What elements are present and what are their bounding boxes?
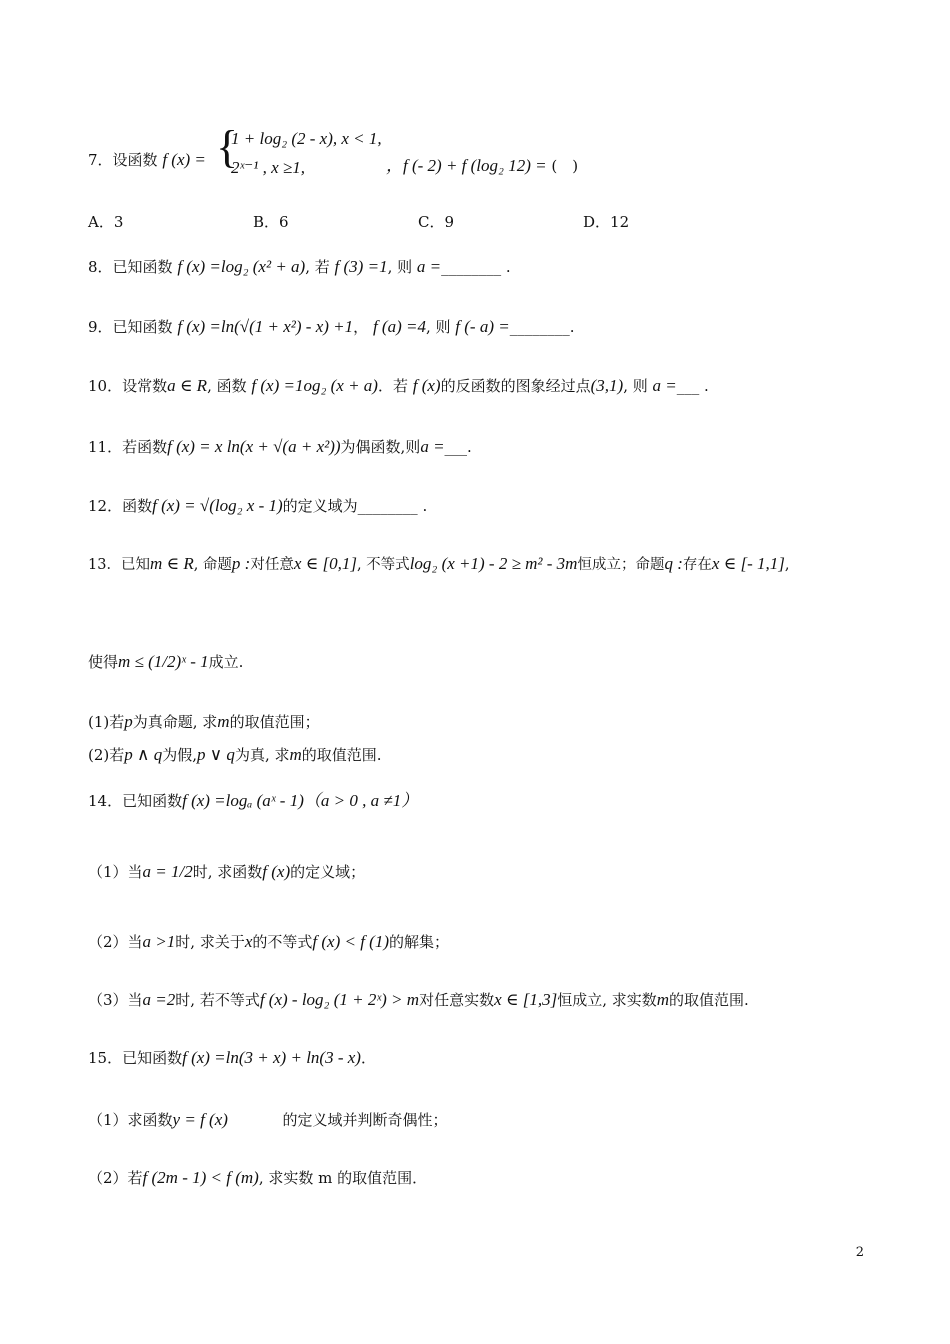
q13-dom1: x ∈ [0,1] <box>293 554 357 573</box>
q9-blank: ________. <box>509 318 575 336</box>
q10-line <box>88 375 709 397</box>
q14-s3-tail: 的取值范围. <box>669 991 749 1009</box>
q7-fx: f (x) = <box>162 150 206 169</box>
q13-dom2: x ∈ [- 1,1] <box>711 554 785 573</box>
q9-tail: , 则 <box>425 318 451 336</box>
q14-s2-mid2: 的不等式 <box>252 933 313 951</box>
q7-tail: ，f (- 2) + f (log₂ 12) = <box>386 156 547 175</box>
q13-t5: 存在 <box>682 557 712 573</box>
q15-sub2 <box>88 1167 427 1189</box>
q11-expr: f (x) = x ln(x + √(a + x²)) <box>167 437 341 456</box>
q15-s1-expr: y = f (x) <box>172 1110 228 1129</box>
q10-var: a = <box>652 376 677 395</box>
q13-t4: 恒成立；命题 <box>577 557 665 573</box>
page-number: 2 <box>855 1245 864 1260</box>
q10-expr: f (x) =1og₂ (x + a) <box>251 376 378 395</box>
q15-s1-tail: 的定义域并判断奇偶性； <box>282 1111 448 1129</box>
q15-lead: 15．已知函数 <box>88 1049 183 1067</box>
q13-ineq: log₂ (x +1) - 2 ≥ m² - 3m <box>409 554 578 573</box>
q14-s3-mid: 时, 若不等式 <box>175 991 260 1009</box>
q14-s1-cond: a = 1/2 <box>142 862 193 881</box>
q13-sub2-or: p ∨ q <box>196 745 235 764</box>
q8-lead: 8．已知函数 <box>88 258 173 276</box>
q14-expr: f (x) =logₐ (aˣ - 1) <box>182 791 304 810</box>
q12-blank: ________ . <box>357 497 428 515</box>
q9-cond: f (a) =4 <box>372 317 426 336</box>
q8-mid: , 若 <box>305 258 330 276</box>
q12-expr: f (x) = √(log₂ x - 1) <box>152 496 283 515</box>
q11-text: 为偶函数,则 <box>340 438 421 456</box>
q7-case2: 2ˣ⁻¹ , x ≥1, <box>231 158 305 177</box>
q13-sub1-m: m <box>217 712 230 731</box>
q15-sub1 <box>88 1109 448 1131</box>
q14-cond: （a > 0 , a ≠1） <box>303 791 419 810</box>
q13-sub1-p: p <box>124 712 133 731</box>
q14-s3-mid2: 对任意实数 <box>419 991 495 1009</box>
q13-cond: m ∈ R <box>149 554 194 573</box>
q10-point: (3,1) <box>590 376 624 395</box>
q7-tail-line <box>386 155 578 177</box>
q13-line2-tail: 成立. <box>208 653 244 671</box>
q13-line2-expr: m ≤ (1/2)ˣ - 1 <box>118 652 209 671</box>
q7-brace: { <box>216 121 239 172</box>
q10-lead: 10．设常数 <box>88 377 168 395</box>
q7-option-a: A．3 <box>88 213 124 231</box>
q14-sub2 <box>88 931 449 953</box>
q14-s2-mid: 时, 求关于 <box>175 933 245 951</box>
q13-t6: , <box>784 557 790 573</box>
q10-mid2: ．若 <box>377 377 408 395</box>
q13-q: q : <box>664 554 683 573</box>
q13-sub2-mid: 为假, <box>162 746 197 764</box>
q8-blank: ________ . <box>441 258 511 276</box>
q13-sub2-m: m <box>289 745 302 764</box>
q14-sub1 <box>88 861 365 883</box>
q14-s1-tail: 的定义域； <box>290 863 366 881</box>
q10-cond: a ∈ R <box>167 376 208 395</box>
q15-s1-lead: （1）求函数 <box>88 1111 173 1129</box>
q14-s1-fx: f (x) <box>262 862 291 881</box>
q15-s2-lead: （2）若 <box>88 1169 143 1187</box>
q14-s2-ineq: f (x) < f (1) <box>312 932 389 951</box>
q14-line <box>88 790 418 812</box>
q9-ask: f (- a) = <box>455 317 510 336</box>
q13-sub2 <box>88 744 382 766</box>
q13-sub2-and: p ∧ q <box>124 745 163 764</box>
q13-lead: 13．已知 <box>88 557 150 573</box>
q14-s2-cond: a >1 <box>142 932 176 951</box>
q13-p: p : <box>231 554 251 573</box>
q13-sub1-lead: (1)若 <box>88 713 125 731</box>
q12-lead: 12．函数 <box>88 497 153 515</box>
q14-s2-lead: （2）当 <box>88 933 143 951</box>
q10-mid: , 函数 <box>207 377 247 395</box>
q14-s3-dom: x ∈ [1,3] <box>494 990 558 1009</box>
q7-line <box>88 149 206 171</box>
q8-tail: , 则 <box>387 258 413 276</box>
q14-s1-mid: 时, 求函数 <box>192 863 263 881</box>
q14-sub3 <box>88 989 749 1011</box>
q15-tail: ． <box>360 1049 376 1067</box>
q8-var: a = <box>416 257 442 276</box>
q13-line1 <box>88 553 790 576</box>
q8-line <box>88 256 511 278</box>
q14-s2-tail: 的解集； <box>389 933 450 951</box>
q9-lead: 9．已知函数 <box>88 318 173 336</box>
q9-line <box>88 316 575 338</box>
q14-s1-lead: （1）当 <box>88 863 143 881</box>
q15-s2-tail: , 求实数 m 的取值范围． <box>258 1169 428 1187</box>
q9-mid: ， <box>353 318 369 336</box>
q13-line2 <box>88 651 243 673</box>
q12-text: 的定义域为 <box>282 497 358 515</box>
q13-line2-lead: 使得 <box>88 653 119 671</box>
q12-line <box>88 495 427 517</box>
q7-option-c: C．9 <box>418 213 455 231</box>
q7-paren: ( ) <box>551 157 579 175</box>
q13-sub1 <box>88 711 320 733</box>
q7-option-b: B．6 <box>253 213 289 231</box>
q11-blank: ___. <box>444 438 472 456</box>
q13-sub1-tail: 的取值范围； <box>229 713 320 731</box>
q10-text: 的反函数的图象经过点 <box>440 377 591 395</box>
q14-s3-m: m <box>656 990 670 1009</box>
q13-t2: 对任意 <box>250 557 294 573</box>
q8-cond: f (3) =1 <box>334 257 388 276</box>
q7-option-d: D．12 <box>583 213 630 231</box>
q10-tail: , 则 <box>623 377 648 395</box>
q13-t1: , 命题 <box>193 557 232 573</box>
q14-lead: 14．已知函数 <box>88 792 183 810</box>
q11-line <box>88 436 472 458</box>
q13-sub2-lead: (2)若 <box>88 746 125 764</box>
q7-lead: 7．设函数 <box>88 151 158 169</box>
q8-expr: f (x) =log₂ (x² + a) <box>177 257 306 276</box>
q7-case1: 1 + log₂ (2 - x), x < 1, <box>231 129 382 148</box>
q14-s3-mid3: 恒成立, 求实数 <box>557 991 657 1009</box>
q13-t3: , 不等式 <box>356 557 410 573</box>
q15-expr: f (x) =ln(3 + x) + ln(3 - x) <box>182 1048 361 1067</box>
q14-s3-ineq: f (x) - log₂ (1 + 2ˣ) > m <box>259 990 420 1009</box>
q14-s3-lead: （3）当 <box>88 991 143 1009</box>
q15-line <box>88 1047 376 1069</box>
q14-s3-cond: a =2 <box>142 990 176 1009</box>
q15-s2-ineq: f (2m - 1) < f (m) <box>142 1168 259 1187</box>
q9-expr: f (x) =ln(√(1 + x²) - x) +1 <box>177 317 354 336</box>
q13-sub2-tail: 的取值范围. <box>301 746 382 764</box>
q13-sub1-mid: 为真命题, 求 <box>132 713 218 731</box>
q11-var: a = <box>420 437 445 456</box>
q11-lead: 11．若函数 <box>88 438 168 456</box>
q13-sub2-mid2: 为真, 求 <box>234 746 290 764</box>
q14-s2-x: x <box>244 932 253 951</box>
q10-fx: f (x) <box>412 376 441 395</box>
q10-blank: ___ . <box>676 377 709 395</box>
